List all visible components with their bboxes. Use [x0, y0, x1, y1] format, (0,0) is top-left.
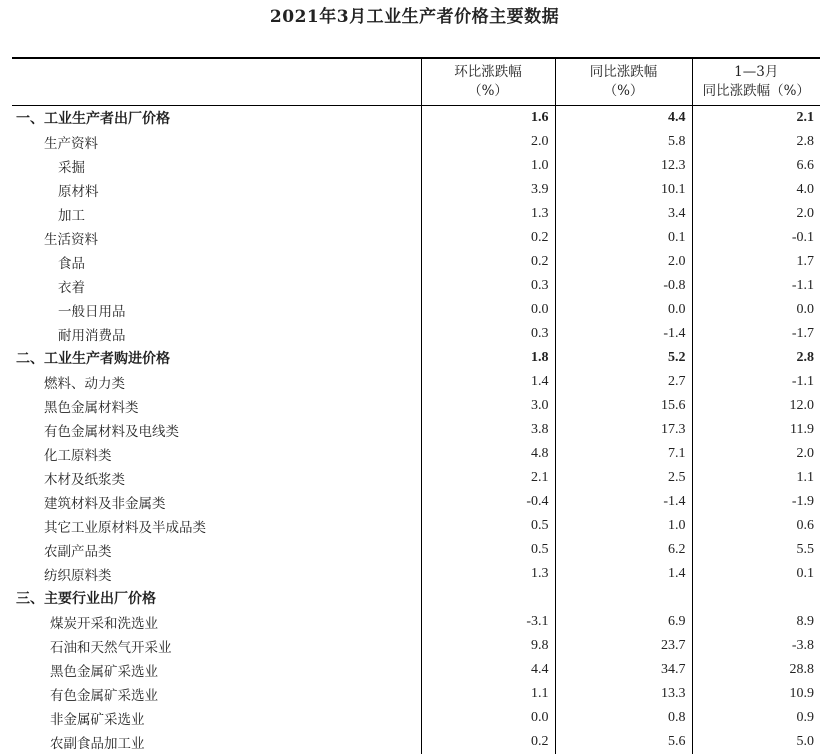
table-row: [12, 226, 820, 250]
price-data-table: [12, 57, 820, 754]
row-yoy-value: 2.5: [555, 466, 692, 490]
row-ytd-value: 12.0: [692, 394, 820, 418]
table-row: [12, 490, 820, 514]
table-row: [12, 658, 820, 682]
row-ytd-value: 1.7: [692, 250, 820, 274]
row-mom-value: 0.5: [421, 514, 555, 538]
row-yoy-value: 0.8: [555, 706, 692, 730]
table-row: [12, 370, 820, 394]
row-yoy-value: 5.6: [555, 730, 692, 754]
row-label: 燃料、动力类: [44, 376, 125, 392]
table-row: [12, 706, 820, 730]
row-ytd-value: 10.9: [692, 682, 820, 706]
table-row: [12, 394, 820, 418]
row-yoy-value: 2.0: [555, 250, 692, 274]
row-label: 生活资料: [44, 232, 98, 248]
row-yoy-value: 5.2: [555, 346, 692, 370]
row-label: 加工: [58, 208, 85, 224]
row-label: 木材及纸浆类: [44, 472, 125, 488]
row-yoy-value: 17.3: [555, 418, 692, 442]
row-mom-value: 1.0: [421, 154, 555, 178]
table-row: [12, 538, 820, 562]
row-ytd-value: 0.0: [692, 298, 820, 322]
row-mom-value: 1.8: [421, 346, 555, 370]
header-yoy-unit: （%）: [603, 83, 644, 99]
row-mom-value: 9.8: [421, 634, 555, 658]
row-label: 化工原料类: [44, 448, 112, 464]
table-row: [12, 274, 820, 298]
row-label: 有色金属材料及电线类: [44, 424, 179, 440]
row-ytd-value: -0.1: [692, 226, 820, 250]
row-label: 农副食品加工业: [50, 736, 145, 752]
row-yoy-value: 1.4: [555, 562, 692, 586]
row-mom-value: 3.0: [421, 394, 555, 418]
table-row: [12, 106, 820, 131]
table-row: [12, 346, 820, 370]
row-label: 有色金属矿采选业: [50, 688, 158, 704]
row-ytd-value: 6.6: [692, 154, 820, 178]
table-row: [12, 418, 820, 442]
row-mom-value: 4.8: [421, 442, 555, 466]
row-mom-value: 0.0: [421, 298, 555, 322]
row-mom-value: 0.2: [421, 730, 555, 754]
header-ytd-line1: 1—3月: [734, 64, 779, 80]
header-ytd: [692, 58, 820, 106]
table-row: [12, 250, 820, 274]
row-yoy-value: 5.8: [555, 130, 692, 154]
table-row: [12, 514, 820, 538]
row-label: 生产资料: [44, 136, 98, 152]
row-ytd-value: 2.1: [692, 106, 820, 131]
row-yoy-value: 0.0: [555, 298, 692, 322]
table-row: [12, 130, 820, 154]
row-yoy-value: -1.4: [555, 490, 692, 514]
row-label: 二、工业生产者购进价格: [16, 351, 170, 367]
row-mom-value: 0.2: [421, 250, 555, 274]
row-mom-value: 0.3: [421, 322, 555, 346]
table-row: [12, 442, 820, 466]
table-row: [12, 322, 820, 346]
row-ytd-value: 5.0: [692, 730, 820, 754]
header-mom-unit: （%）: [468, 83, 508, 99]
row-mom-value: 1.6: [421, 106, 555, 131]
row-label: 原材料: [58, 184, 99, 200]
header-yoy: [555, 58, 692, 106]
row-mom-value: 2.1: [421, 466, 555, 490]
header-mom-line1: 环比涨跌幅: [454, 64, 522, 80]
table-row: [12, 178, 820, 202]
row-yoy-value: 10.1: [555, 178, 692, 202]
row-label: 三、主要行业出厂价格: [16, 591, 156, 607]
row-mom-value: [421, 586, 555, 610]
row-mom-value: 1.4: [421, 370, 555, 394]
row-mom-value: 0.5: [421, 538, 555, 562]
row-label: 非金属矿采选业: [50, 712, 145, 728]
row-yoy-value: 1.0: [555, 514, 692, 538]
row-mom-value: -0.4: [421, 490, 555, 514]
row-label: 其它工业原材料及半成品类: [44, 520, 206, 536]
table-row: [12, 202, 820, 226]
row-ytd-value: 0.6: [692, 514, 820, 538]
table-row: [12, 586, 820, 610]
page-title: 2021年3月工业生产者价格主要数据: [269, 7, 560, 27]
row-yoy-value: 4.4: [555, 106, 692, 131]
row-label: 食品: [58, 256, 85, 272]
table-row: [12, 562, 820, 586]
row-ytd-value: 2.8: [692, 130, 820, 154]
row-ytd-value: -1.9: [692, 490, 820, 514]
header-yoy-line1: 同比涨跌幅: [589, 64, 658, 80]
row-ytd-value: -1.7: [692, 322, 820, 346]
row-yoy-value: [555, 586, 692, 610]
row-ytd-value: -1.1: [692, 370, 820, 394]
row-ytd-value: 4.0: [692, 178, 820, 202]
table-row: [12, 154, 820, 178]
row-ytd-value: -3.8: [692, 634, 820, 658]
row-mom-value: 0.0: [421, 706, 555, 730]
row-ytd-value: 11.9: [692, 418, 820, 442]
row-ytd-value: 0.1: [692, 562, 820, 586]
row-yoy-value: 15.6: [555, 394, 692, 418]
table-row: [12, 298, 820, 322]
row-yoy-value: 6.2: [555, 538, 692, 562]
table-header-row: [12, 58, 820, 106]
row-yoy-value: 12.3: [555, 154, 692, 178]
header-blank-cell: [12, 58, 421, 106]
row-yoy-value: 3.4: [555, 202, 692, 226]
row-mom-value: 4.4: [421, 658, 555, 682]
row-yoy-value: -1.4: [555, 322, 692, 346]
header-ytd-line2: 同比涨跌幅（%）: [702, 83, 810, 99]
row-ytd-value: 1.1: [692, 466, 820, 490]
row-label: 黑色金属矿采选业: [50, 664, 158, 680]
row-mom-value: 0.3: [421, 274, 555, 298]
row-ytd-value: [692, 586, 820, 610]
row-label: 一、工业生产者出厂价格: [16, 111, 170, 127]
table-row: [12, 466, 820, 490]
row-label: 衣着: [58, 280, 85, 296]
row-mom-value: 0.2: [421, 226, 555, 250]
row-yoy-value: 13.3: [555, 682, 692, 706]
table-row: [12, 730, 820, 754]
table-row: [12, 682, 820, 706]
table-row: [12, 634, 820, 658]
row-yoy-value: 6.9: [555, 610, 692, 634]
table-row: [12, 610, 820, 634]
row-label: 石油和天然气开采业: [50, 640, 172, 656]
row-ytd-value: 0.9: [692, 706, 820, 730]
row-mom-value: 3.9: [421, 178, 555, 202]
row-ytd-value: -1.1: [692, 274, 820, 298]
row-label: 采掘: [58, 160, 85, 176]
row-yoy-value: 7.1: [555, 442, 692, 466]
row-ytd-value: 2.0: [692, 202, 820, 226]
row-yoy-value: 0.1: [555, 226, 692, 250]
row-label: 农副产品类: [44, 544, 112, 560]
row-label: 纺织原料类: [44, 568, 112, 584]
row-yoy-value: 2.7: [555, 370, 692, 394]
row-ytd-value: 5.5: [692, 538, 820, 562]
header-mom: [421, 58, 555, 106]
row-ytd-value: 2.8: [692, 346, 820, 370]
row-mom-value: 1.1: [421, 682, 555, 706]
row-label: 建筑材料及非金属类: [44, 496, 166, 512]
row-label: 黑色金属材料类: [44, 400, 139, 416]
row-mom-value: 1.3: [421, 202, 555, 226]
row-yoy-value: -0.8: [555, 274, 692, 298]
row-yoy-value: 23.7: [555, 634, 692, 658]
row-ytd-value: 28.8: [692, 658, 820, 682]
row-mom-value: 3.8: [421, 418, 555, 442]
row-mom-value: -3.1: [421, 610, 555, 634]
row-label: 一般日用品: [58, 304, 126, 320]
row-label: 煤炭开采和洗选业: [50, 616, 158, 632]
row-mom-value: 2.0: [421, 130, 555, 154]
row-label: 耐用消费品: [58, 328, 126, 344]
row-mom-value: 1.3: [421, 562, 555, 586]
row-ytd-value: 2.0: [692, 442, 820, 466]
row-ytd-value: 8.9: [692, 610, 820, 634]
row-yoy-value: 34.7: [555, 658, 692, 682]
